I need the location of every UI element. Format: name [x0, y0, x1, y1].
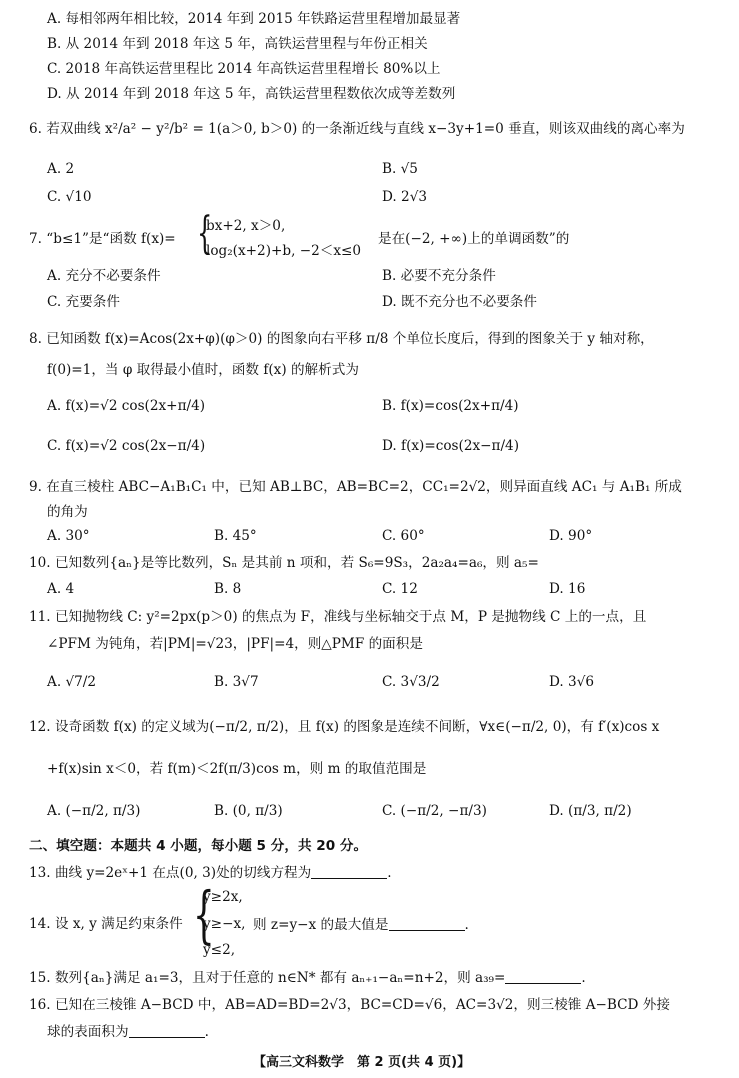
q8-stem-1: 8. 已知函数 f(x)=Acos(2x+φ)(φ＞0) 的图象向右平移 π/8 个单位长度后，得到的图象关于 y 轴对称，	[29, 331, 654, 347]
q14-answer-blank[interactable]	[389, 918, 465, 931]
q11-stem-1: 11. 已知抛物线 C: y²=2px(p＞0) 的焦点为 F，准线与坐标轴交于点 M，P 是抛物线 C 上的一点，且	[29, 609, 647, 625]
q9-stem-2: 的角为	[47, 504, 88, 520]
q16-answer-blank[interactable]	[129, 1025, 205, 1038]
q7-brace: {	[197, 208, 213, 259]
q12-option-d: D. (π/3, π/2)	[549, 803, 632, 819]
q7-option-b: B. 必要不充分条件	[382, 268, 496, 284]
q10-option-c: C. 12	[382, 581, 418, 597]
q8-stem-2: f(0)=1，当 φ 取得最小值时，函数 f(x) 的解析式为	[47, 362, 359, 378]
q10-option-d: D. 16	[549, 581, 586, 597]
q16-line-2: 球的表面积为 .	[47, 1024, 209, 1040]
q12-stem-2: +f(x)sin x＜0，若 f(m)＜2f(π/3)cos m，则 m 的取值范围是	[47, 761, 427, 777]
q8-option-b: B. f(x)=cos(2x+π/4)	[382, 398, 519, 414]
q13-stem: 13. 曲线 y=2eˣ+1 在点(0, 3)处的切线方程为	[29, 865, 312, 881]
q15-line: 15. 数列{aₙ}满足 a₁=3，且对于任意的 n∈N* 都有 aₙ₊₁−aₙ=n+2，则 a₃₉= .	[29, 970, 586, 986]
q11-stem-2: ∠PFM 为钝角，若|PM|=√23，|PF|=4，则△PMF 的面积是	[47, 636, 423, 652]
q14-stem-post: 则 z=y−x 的最大值是	[253, 917, 389, 933]
q7-stem-pre: 7. “b≤1”是“函数 f(x)=	[29, 231, 176, 247]
q7-option-d: D. 既不充分也不必要条件	[382, 294, 537, 310]
q10-option-a: A. 4	[47, 581, 75, 597]
q15-answer-blank[interactable]	[505, 971, 581, 984]
q14-constraint-3: y≤2,	[203, 942, 236, 958]
q5-option-a: A. 每相邻两年相比较，2014 年到 2015 年铁路运营里程增加最显著	[47, 11, 461, 27]
q10-option-b: B. 8	[214, 581, 242, 597]
q7-option-a: A. 充分不必要条件	[47, 268, 161, 284]
q14-brace: {	[193, 878, 215, 951]
q6-option-c: C. √10	[47, 189, 92, 205]
q10-stem: 10. 已知数列{aₙ}是等比数列，Sₙ 是其前 n 项和，若 S₆=9S₃，2a₂a₄=a₆，则 a₅=	[29, 555, 539, 571]
q12-option-b: B. (0, π/3)	[214, 803, 283, 819]
q8-option-a: A. f(x)=√2 cos(2x+π/4)	[47, 398, 206, 414]
q9-option-b: B. 45°	[214, 528, 257, 544]
q8-option-c: C. f(x)=√2 cos(2x−π/4)	[47, 438, 206, 454]
page-footer: 【高三文科数学 第 2 页(共 4 页)】	[253, 1055, 471, 1070]
q5-option-d: D. 从 2014 年到 2018 年这 5 年，高铁运营里程数依次成等差数列	[47, 86, 456, 102]
q5-option-c: C. 2018 年高铁运营里程比 2014 年高铁运营里程增长 80%以上	[47, 61, 441, 77]
q11-option-a: A. √7/2	[47, 674, 96, 690]
q11-option-c: C. 3√3/2	[382, 674, 440, 690]
q8-option-d: D. f(x)=cos(2x−π/4)	[382, 438, 519, 454]
q6-option-d: D. 2√3	[382, 189, 428, 205]
q7-stem-post: 是在(−2, +∞)上的单调函数”的	[378, 231, 570, 247]
q6-stem: 6. 若双曲线 x²/a² − y²/b² = 1(a＞0, b＞0) 的一条渐近线与直线 x−3y+1=0 垂直，则该双曲线的离心率为	[29, 121, 685, 137]
q14-constraint-1: y≥2x,	[203, 889, 243, 905]
q9-option-a: A. 30°	[47, 528, 90, 544]
q12-stem-1: 12. 设奇函数 f(x) 的定义域为(−π/2, π/2)，且 f(x) 的图象是连续不间断，∀x∈(−π/2, 0)，有 f′(x)cos x	[29, 719, 660, 735]
q9-option-c: C. 60°	[382, 528, 425, 544]
q9-stem-1: 9. 在直三棱柱 ABC−A₁B₁C₁ 中，已知 AB⊥BC，AB=BC=2，CC₁=2√2，则异面直线 AC₁ 与 A₁B₁ 所成	[29, 479, 682, 495]
q9-option-d: D. 90°	[549, 528, 593, 544]
q7-option-c: C. 充要条件	[47, 294, 120, 310]
q5-option-b: B. 从 2014 年到 2018 年这 5 年，高铁运营里程与年份正相关	[47, 36, 428, 52]
q6-option-a: A. 2	[47, 161, 75, 177]
q14-post-line: 则 z=y−x 的最大值是 .	[253, 917, 469, 933]
q14-stem-pre: 14. 设 x, y 满足约束条件	[29, 916, 183, 932]
section-2-heading: 二、填空题：本题共 4 小题，每小题 5 分，共 20 分。	[29, 838, 368, 854]
q7-case-1: bx+2, x＞0,	[206, 218, 286, 234]
q12-option-a: A. (−π/2, π/3)	[47, 803, 141, 819]
q15-stem: 15. 数列{aₙ}满足 a₁=3，且对于任意的 n∈N* 都有 aₙ₊₁−aₙ=n+2，则 a₃₉=	[29, 970, 506, 986]
q6-option-b: B. √5	[382, 161, 418, 177]
q12-option-c: C. (−π/2, −π/3)	[382, 803, 487, 819]
q11-option-b: B. 3√7	[214, 674, 259, 690]
q11-option-d: D. 3√6	[549, 674, 595, 690]
q14-constraint-2: y≥−x,	[203, 916, 246, 932]
q16-stem-2: 球的表面积为	[47, 1024, 129, 1040]
q13-answer-blank[interactable]	[311, 866, 387, 879]
q7-case-2: log₂(x+2)+b, −2＜x≤0	[206, 243, 362, 259]
q13-line: 13. 曲线 y=2eˣ+1 在点(0, 3)处的切线方程为 .	[29, 865, 392, 881]
q16-stem-1: 16. 已知在三棱锥 A−BCD 中，AB=AD=BD=2√3，BC=CD=√6，AC=3√2，则三棱锥 A−BCD 外接	[29, 997, 670, 1013]
